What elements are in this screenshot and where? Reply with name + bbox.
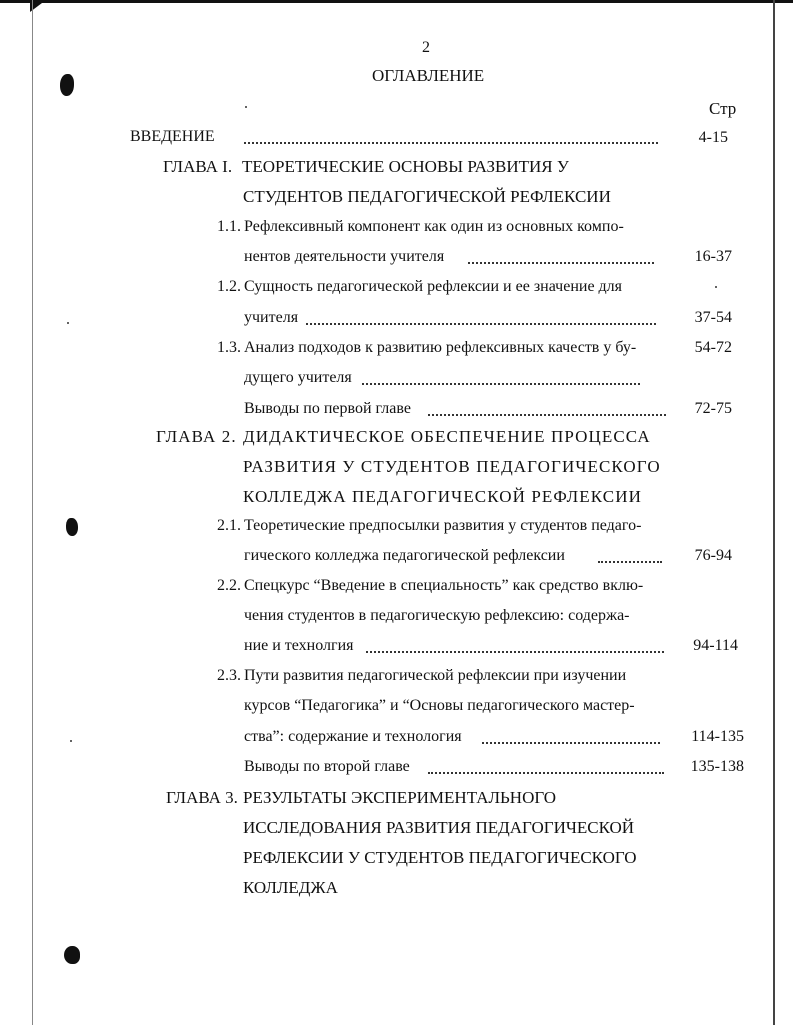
scan-speck [245,106,247,108]
section-2-1-title-line: Теоретические предпосылки развития у студентов педаго- [244,517,642,534]
section-1-3-title-line: Анализ подходов к развитию рефлексивных качеств у бу- [244,339,637,356]
dot-leader [362,383,640,385]
chapter-3-label: ГЛАВА 3. [166,788,238,807]
section-1-1-number: 1.1. [217,218,241,235]
chapter-3-title-line: КОЛЛЕДЖА [243,878,338,897]
chapter-1-conclusions-pages: 72-75 [694,400,732,417]
dot-leader [244,142,658,144]
chapter-3-title-line: РЕФЛЕКСИИ У СТУДЕНТОВ ПЕДАГОГИЧЕСКОГО [243,848,637,867]
section-2-2-title-line: Спецкурс “Введение в специальность” как средство вклю- [244,577,644,594]
section-2-2-number: 2.2. [217,577,241,594]
chapter-2-title-line: РАЗВИТИЯ У СТУДЕНТОВ ПЕДАГОГИЧЕСКОГО [243,457,661,476]
section-1-2-number: 1.2. [217,278,241,295]
section-2-1-title-line: гического колледжа педагогической рефлексии [244,547,565,564]
toc-entry-intro-pages: 4-15 [698,129,728,146]
chapter-2-conclusions-label: Выводы по второй главе [244,758,410,775]
chapter-1-conclusions-label: Выводы по первой главе [244,400,411,417]
dot-leader [366,651,664,653]
section-2-3-number: 2.3. [217,667,241,684]
scan-right-edge [773,0,775,1025]
section-2-2-pages: 94-114 [693,637,738,654]
section-2-3-title-line: ства”: содержание и технология [244,728,462,745]
section-2-2-title-line: ние и технолгия [244,637,354,654]
section-2-1-pages: 76-94 [694,547,732,564]
section-2-1-number: 2.1. [217,517,241,534]
scan-left-edge [32,0,33,1025]
page-title: ОГЛАВЛЕНИЕ [372,66,485,85]
section-2-3-title-line: Пути развития педагогической рефлексии при изучении [244,667,627,684]
chapter-3-title-line: ИССЛЕДОВАНИЯ РАЗВИТИЯ ПЕДАГОГИЧЕСКОЙ [243,818,635,837]
dot-leader [598,561,662,563]
dot-leader [468,262,654,264]
section-1-2-title-line: Сущность педагогической рефлексии и ее значение для [244,278,623,295]
scan-speck [715,286,717,288]
dot-leader [428,772,664,774]
hole-punch-mark-middle [66,518,78,536]
section-2-3-pages: 114-135 [691,728,744,745]
scan-speck [67,322,69,324]
chapter-1-label: ГЛАВА I. [163,157,233,176]
dot-leader [306,323,656,325]
chapter-2-title-line: КОЛЛЕДЖА ПЕДАГОГИЧЕСКОЙ РЕФЛЕКСИИ [243,487,642,506]
section-1-3-pages: 54-72 [694,339,732,356]
section-1-3-title-line: дущего учителя [244,369,352,386]
section-1-1-pages: 16-37 [694,248,732,265]
toc-entry-intro-label: ВВЕДЕНИЕ [130,128,215,145]
page-column-header: Стр [709,99,737,118]
scan-speck [70,740,72,742]
chapter-1-title-line: СТУДЕНТОВ ПЕДАГОГИЧЕСКОЙ РЕФЛЕКСИИ [243,187,611,206]
chapter-1-title-line: ТЕОРЕТИЧЕСКИЕ ОСНОВЫ РАЗВИТИЯ У [242,157,569,176]
hole-punch-mark-top [60,74,74,96]
dot-leader [482,742,660,744]
scan-top-edge [0,0,793,3]
chapter-3-title-line: РЕЗУЛЬТАТЫ ЭКСПЕРИМЕНТАЛЬНОГО [243,788,557,807]
chapter-2-title-line: ДИДАКТИЧЕСКОЕ ОБЕСПЕЧЕНИЕ ПРОЦЕССА [243,427,651,446]
section-1-1-title-line: Рефлексивный компонент как один из основных компо- [244,218,624,235]
page-number: 2 [422,39,430,56]
section-1-2-pages: 37-54 [694,309,732,326]
dot-leader [428,414,666,416]
section-1-1-title-line: нентов деятельности учителя [244,248,445,265]
section-1-2-title-line: учителя [244,309,299,326]
chapter-2-conclusions-pages: 135-138 [690,758,744,775]
section-2-2-title-line: чения студентов в педагогическую рефлексию: содержа- [244,607,630,624]
section-2-3-title-line: курсов “Педагогика” и “Основы педагогического мастер- [244,697,635,714]
section-1-3-number: 1.3. [217,339,241,356]
chapter-2-label: ГЛАВА 2. [156,427,237,446]
hole-punch-mark-bottom [64,946,80,964]
